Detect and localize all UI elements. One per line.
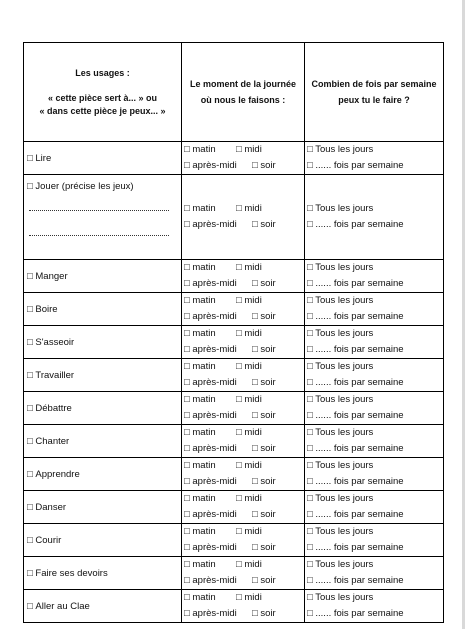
morning-checkbox[interactable]: □ bbox=[184, 394, 190, 405]
table-row bbox=[24, 557, 444, 590]
noon-checkbox[interactable]: □ bbox=[236, 427, 242, 438]
option-noon: midi bbox=[244, 328, 262, 339]
noon-checkbox[interactable]: □ bbox=[236, 328, 242, 339]
option-morning: matin bbox=[192, 559, 216, 570]
header-frequency-text: Combien de fois par semaine peux tu le faire ? bbox=[311, 79, 437, 105]
evening-checkbox[interactable]: □ bbox=[252, 278, 258, 289]
activity-checkbox[interactable]: □ bbox=[27, 567, 33, 579]
option-morning: matin bbox=[192, 144, 216, 155]
afternoon-checkbox[interactable]: □ bbox=[184, 311, 190, 322]
frequency-cell bbox=[305, 359, 444, 392]
activity-checkbox[interactable]: □ bbox=[27, 181, 33, 192]
option-morning: matin bbox=[192, 262, 216, 273]
option-noon: midi bbox=[244, 361, 262, 372]
noon-checkbox[interactable]: □ bbox=[236, 361, 242, 372]
evening-checkbox[interactable]: □ bbox=[252, 476, 258, 487]
option-evening: soir bbox=[260, 443, 276, 454]
morning-checkbox[interactable]: □ bbox=[184, 427, 190, 438]
afternoon-checkbox[interactable]: □ bbox=[184, 542, 190, 553]
noon-checkbox[interactable]: □ bbox=[236, 144, 242, 155]
table-row bbox=[24, 491, 444, 524]
times-per-week-checkbox[interactable]: □ bbox=[307, 410, 313, 421]
evening-checkbox[interactable]: □ bbox=[252, 410, 258, 421]
moment-cell bbox=[182, 293, 305, 326]
activity-cell bbox=[24, 293, 182, 326]
noon-checkbox[interactable]: □ bbox=[236, 460, 242, 471]
times-per-week-checkbox[interactable]: □ bbox=[307, 542, 313, 553]
morning-checkbox[interactable]: □ bbox=[184, 559, 190, 570]
afternoon-checkbox[interactable]: □ bbox=[184, 509, 190, 520]
option-evening: soir bbox=[260, 476, 276, 487]
times-per-week-checkbox[interactable]: □ bbox=[307, 476, 313, 487]
evening-checkbox[interactable]: □ bbox=[252, 509, 258, 520]
afternoon-checkbox[interactable]: □ bbox=[184, 443, 190, 454]
option-times-per-week: ...... fois par semaine bbox=[315, 219, 404, 230]
activity-checkbox[interactable]: □ bbox=[27, 402, 33, 414]
activity-checkbox[interactable]: □ bbox=[27, 303, 33, 315]
every-day-checkbox[interactable]: □ bbox=[307, 262, 313, 273]
evening-checkbox[interactable]: □ bbox=[252, 443, 258, 454]
morning-checkbox[interactable]: □ bbox=[184, 592, 190, 603]
option-every-day: Tous les jours bbox=[315, 526, 374, 537]
option-morning: matin bbox=[192, 361, 216, 372]
option-afternoon: après-midi bbox=[192, 443, 237, 454]
every-day-checkbox[interactable]: □ bbox=[307, 559, 313, 570]
every-day-checkbox[interactable]: □ bbox=[307, 203, 313, 214]
option-every-day: Tous les jours bbox=[315, 493, 374, 504]
option-times-per-week: ...... fois par semaine bbox=[315, 542, 404, 553]
activity-label: S'asseoir bbox=[35, 336, 75, 348]
every-day-checkbox[interactable]: □ bbox=[307, 144, 313, 155]
option-morning: matin bbox=[192, 427, 216, 438]
activity-label: Boire bbox=[35, 303, 58, 315]
frequency-cell bbox=[305, 524, 444, 557]
every-day-checkbox[interactable]: □ bbox=[307, 361, 313, 372]
activity-label: Débattre bbox=[35, 402, 72, 414]
activity-checkbox[interactable]: □ bbox=[27, 369, 33, 381]
option-times-per-week: ...... fois par semaine bbox=[315, 476, 404, 487]
afternoon-checkbox[interactable]: □ bbox=[184, 219, 190, 230]
option-afternoon: après-midi bbox=[192, 278, 237, 289]
option-evening: soir bbox=[260, 410, 276, 421]
morning-checkbox[interactable]: □ bbox=[184, 295, 190, 306]
activity-label: Aller au Clae bbox=[35, 600, 90, 612]
table-row bbox=[24, 175, 444, 260]
morning-checkbox[interactable]: □ bbox=[184, 262, 190, 273]
option-afternoon: après-midi bbox=[192, 476, 237, 487]
morning-checkbox[interactable]: □ bbox=[184, 328, 190, 339]
frequency-cell bbox=[305, 425, 444, 458]
frequency-cell bbox=[305, 326, 444, 359]
option-every-day: Tous les jours bbox=[315, 394, 374, 405]
option-every-day: Tous les jours bbox=[315, 592, 374, 603]
times-per-week-checkbox[interactable]: □ bbox=[307, 443, 313, 454]
option-noon: midi bbox=[244, 295, 262, 306]
option-afternoon: après-midi bbox=[192, 509, 237, 520]
option-noon: midi bbox=[244, 144, 262, 155]
option-noon: midi bbox=[244, 262, 262, 273]
noon-checkbox[interactable]: □ bbox=[236, 203, 242, 214]
activity-label: Faire ses devoirs bbox=[35, 567, 108, 579]
option-noon: midi bbox=[244, 526, 262, 537]
noon-checkbox[interactable]: □ bbox=[236, 262, 242, 273]
every-day-checkbox[interactable]: □ bbox=[307, 394, 313, 405]
every-day-checkbox[interactable]: □ bbox=[307, 592, 313, 603]
noon-checkbox[interactable]: □ bbox=[236, 394, 242, 405]
times-per-week-checkbox[interactable]: □ bbox=[307, 311, 313, 322]
option-noon: midi bbox=[244, 559, 262, 570]
option-every-day: Tous les jours bbox=[315, 361, 374, 372]
header-row bbox=[24, 43, 444, 142]
afternoon-checkbox[interactable]: □ bbox=[184, 160, 190, 171]
activity-checkbox[interactable]: □ bbox=[27, 152, 33, 164]
option-noon: midi bbox=[244, 592, 262, 603]
option-afternoon: après-midi bbox=[192, 410, 237, 421]
header-usages-line2: « cette pièce sert à... » ou bbox=[47, 92, 158, 103]
evening-checkbox[interactable]: □ bbox=[252, 608, 258, 619]
morning-checkbox[interactable]: □ bbox=[184, 493, 190, 504]
every-day-checkbox[interactable]: □ bbox=[307, 328, 313, 339]
times-per-week-checkbox[interactable]: □ bbox=[307, 608, 313, 619]
activity-cell bbox=[24, 524, 182, 557]
afternoon-checkbox[interactable]: □ bbox=[184, 410, 190, 421]
activity-label: Lire bbox=[35, 152, 52, 164]
option-every-day: Tous les jours bbox=[315, 559, 374, 570]
option-times-per-week: ...... fois par semaine bbox=[315, 608, 404, 619]
table-row bbox=[24, 458, 444, 491]
option-times-per-week: ...... fois par semaine bbox=[315, 160, 404, 171]
option-afternoon: après-midi bbox=[192, 344, 237, 355]
activity-cell bbox=[24, 557, 182, 590]
frequency-cell bbox=[305, 557, 444, 590]
option-every-day: Tous les jours bbox=[315, 328, 374, 339]
activity-checkbox[interactable]: □ bbox=[27, 435, 33, 447]
activity-cell bbox=[24, 359, 182, 392]
activity-cell bbox=[24, 175, 182, 260]
option-evening: soir bbox=[260, 344, 276, 355]
option-noon: midi bbox=[244, 203, 262, 214]
morning-checkbox[interactable]: □ bbox=[184, 361, 190, 372]
noon-checkbox[interactable]: □ bbox=[236, 592, 242, 603]
table-row bbox=[24, 524, 444, 557]
table-row bbox=[24, 359, 444, 392]
afternoon-checkbox[interactable]: □ bbox=[184, 575, 190, 586]
header-usages-title: Les usages : bbox=[75, 67, 130, 78]
option-every-day: Tous les jours bbox=[315, 262, 374, 273]
activity-label: Apprendre bbox=[35, 468, 80, 480]
morning-checkbox[interactable]: □ bbox=[184, 460, 190, 471]
activity-label: Travailler bbox=[35, 369, 75, 381]
option-noon: midi bbox=[244, 460, 262, 471]
evening-checkbox[interactable]: □ bbox=[252, 160, 258, 171]
frequency-cell bbox=[305, 175, 444, 260]
option-times-per-week: ...... fois par semaine bbox=[315, 575, 404, 586]
option-times-per-week: ...... fois par semaine bbox=[315, 344, 404, 355]
moment-cell bbox=[182, 142, 305, 175]
activity-checkbox[interactable]: □ bbox=[27, 468, 33, 480]
activity-label: Jouer (précise les jeux) bbox=[35, 181, 134, 192]
option-afternoon: après-midi bbox=[192, 219, 237, 230]
morning-checkbox[interactable]: □ bbox=[184, 526, 190, 537]
moment-cell bbox=[182, 458, 305, 491]
frequency-cell bbox=[305, 458, 444, 491]
usage-table bbox=[23, 42, 444, 623]
morning-checkbox[interactable]: □ bbox=[184, 203, 190, 214]
times-per-week-checkbox[interactable]: □ bbox=[307, 377, 313, 388]
activity-label: Courir bbox=[35, 534, 62, 546]
header-frequency bbox=[305, 43, 444, 142]
option-evening: soir bbox=[260, 219, 276, 230]
times-per-week-checkbox[interactable]: □ bbox=[307, 278, 313, 289]
header-usages bbox=[24, 43, 182, 142]
every-day-checkbox[interactable]: □ bbox=[307, 460, 313, 471]
option-every-day: Tous les jours bbox=[315, 427, 374, 438]
moment-cell bbox=[182, 359, 305, 392]
activity-cell bbox=[24, 425, 182, 458]
option-morning: matin bbox=[192, 592, 216, 603]
times-per-week-checkbox[interactable]: □ bbox=[307, 344, 313, 355]
noon-checkbox[interactable]: □ bbox=[236, 493, 242, 504]
table-row bbox=[24, 142, 444, 175]
activity-cell bbox=[24, 458, 182, 491]
moment-cell bbox=[182, 557, 305, 590]
option-evening: soir bbox=[260, 278, 276, 289]
activity-checkbox[interactable]: □ bbox=[27, 600, 33, 612]
table-row bbox=[24, 260, 444, 293]
afternoon-checkbox[interactable]: □ bbox=[184, 476, 190, 487]
option-times-per-week: ...... fois par semaine bbox=[315, 377, 404, 388]
times-per-week-checkbox[interactable]: □ bbox=[307, 509, 313, 520]
activity-cell bbox=[24, 142, 182, 175]
option-evening: soir bbox=[260, 377, 276, 388]
option-every-day: Tous les jours bbox=[315, 144, 374, 155]
activity-checkbox[interactable]: □ bbox=[27, 336, 33, 348]
activity-cell bbox=[24, 392, 182, 425]
moment-cell bbox=[182, 425, 305, 458]
option-morning: matin bbox=[192, 328, 216, 339]
every-day-checkbox[interactable]: □ bbox=[307, 493, 313, 504]
option-every-day: Tous les jours bbox=[315, 203, 374, 214]
option-morning: matin bbox=[192, 394, 216, 405]
activity-cell bbox=[24, 590, 182, 623]
header-usages-line3: « dans cette pièce je peux... » bbox=[39, 105, 166, 116]
activity-label: Danser bbox=[35, 501, 67, 513]
option-noon: midi bbox=[244, 427, 262, 438]
games-dotted-line-1[interactable] bbox=[29, 210, 169, 211]
afternoon-checkbox[interactable]: □ bbox=[184, 278, 190, 289]
evening-checkbox[interactable]: □ bbox=[252, 311, 258, 322]
frequency-cell bbox=[305, 590, 444, 623]
evening-checkbox[interactable]: □ bbox=[252, 344, 258, 355]
option-afternoon: après-midi bbox=[192, 311, 237, 322]
option-times-per-week: ...... fois par semaine bbox=[315, 278, 404, 289]
frequency-cell bbox=[305, 142, 444, 175]
option-times-per-week: ...... fois par semaine bbox=[315, 443, 404, 454]
option-afternoon: après-midi bbox=[192, 542, 237, 553]
noon-checkbox[interactable]: □ bbox=[236, 526, 242, 537]
option-every-day: Tous les jours bbox=[315, 295, 374, 306]
header-moment bbox=[182, 43, 305, 142]
activity-cell bbox=[24, 326, 182, 359]
times-per-week-checkbox[interactable]: □ bbox=[307, 219, 313, 230]
every-day-checkbox[interactable]: □ bbox=[307, 295, 313, 306]
option-noon: midi bbox=[244, 493, 262, 504]
activity-cell bbox=[24, 491, 182, 524]
option-evening: soir bbox=[260, 509, 276, 520]
evening-checkbox[interactable]: □ bbox=[252, 219, 258, 230]
activity-checkbox[interactable]: □ bbox=[27, 270, 33, 282]
option-afternoon: après-midi bbox=[192, 608, 237, 619]
option-evening: soir bbox=[260, 311, 276, 322]
moment-cell bbox=[182, 260, 305, 293]
table-row bbox=[24, 590, 444, 623]
option-evening: soir bbox=[260, 575, 276, 586]
header-moment-text: Le moment de la journée où nous le faisons : bbox=[189, 79, 297, 105]
option-afternoon: après-midi bbox=[192, 160, 237, 171]
option-morning: matin bbox=[192, 203, 216, 214]
afternoon-checkbox[interactable]: □ bbox=[184, 608, 190, 619]
activity-checkbox[interactable]: □ bbox=[27, 501, 33, 513]
morning-checkbox[interactable]: □ bbox=[184, 144, 190, 155]
option-times-per-week: ...... fois par semaine bbox=[315, 410, 404, 421]
option-noon: midi bbox=[244, 394, 262, 405]
option-every-day: Tous les jours bbox=[315, 460, 374, 471]
frequency-cell bbox=[305, 392, 444, 425]
option-morning: matin bbox=[192, 493, 216, 504]
option-evening: soir bbox=[260, 542, 276, 553]
option-afternoon: après-midi bbox=[192, 575, 237, 586]
table-row bbox=[24, 425, 444, 458]
option-times-per-week: ...... fois par semaine bbox=[315, 311, 404, 322]
games-dotted-line-2[interactable] bbox=[29, 235, 169, 236]
moment-cell bbox=[182, 392, 305, 425]
frequency-cell bbox=[305, 260, 444, 293]
afternoon-checkbox[interactable]: □ bbox=[184, 377, 190, 388]
activity-label: Chanter bbox=[35, 435, 70, 447]
noon-checkbox[interactable]: □ bbox=[236, 295, 242, 306]
frequency-cell bbox=[305, 491, 444, 524]
moment-cell bbox=[182, 175, 305, 260]
times-per-week-checkbox[interactable]: □ bbox=[307, 575, 313, 586]
frequency-cell bbox=[305, 293, 444, 326]
afternoon-checkbox[interactable]: □ bbox=[184, 344, 190, 355]
moment-cell bbox=[182, 524, 305, 557]
option-morning: matin bbox=[192, 526, 216, 537]
activity-label: Manger bbox=[35, 270, 68, 282]
every-day-checkbox[interactable]: □ bbox=[307, 427, 313, 438]
noon-checkbox[interactable]: □ bbox=[236, 559, 242, 570]
evening-checkbox[interactable]: □ bbox=[252, 377, 258, 388]
option-afternoon: après-midi bbox=[192, 377, 237, 388]
table-row bbox=[24, 392, 444, 425]
option-morning: matin bbox=[192, 460, 216, 471]
moment-cell bbox=[182, 326, 305, 359]
activity-cell bbox=[24, 260, 182, 293]
option-evening: soir bbox=[260, 160, 276, 171]
evening-checkbox[interactable]: □ bbox=[252, 575, 258, 586]
activity-checkbox[interactable]: □ bbox=[27, 534, 33, 546]
moment-cell bbox=[182, 590, 305, 623]
table-row bbox=[24, 293, 444, 326]
moment-cell bbox=[182, 491, 305, 524]
times-per-week-checkbox[interactable]: □ bbox=[307, 160, 313, 171]
option-evening: soir bbox=[260, 608, 276, 619]
option-times-per-week: ...... fois par semaine bbox=[315, 509, 404, 520]
evening-checkbox[interactable]: □ bbox=[252, 542, 258, 553]
option-morning: matin bbox=[192, 295, 216, 306]
table-row bbox=[24, 326, 444, 359]
every-day-checkbox[interactable]: □ bbox=[307, 526, 313, 537]
